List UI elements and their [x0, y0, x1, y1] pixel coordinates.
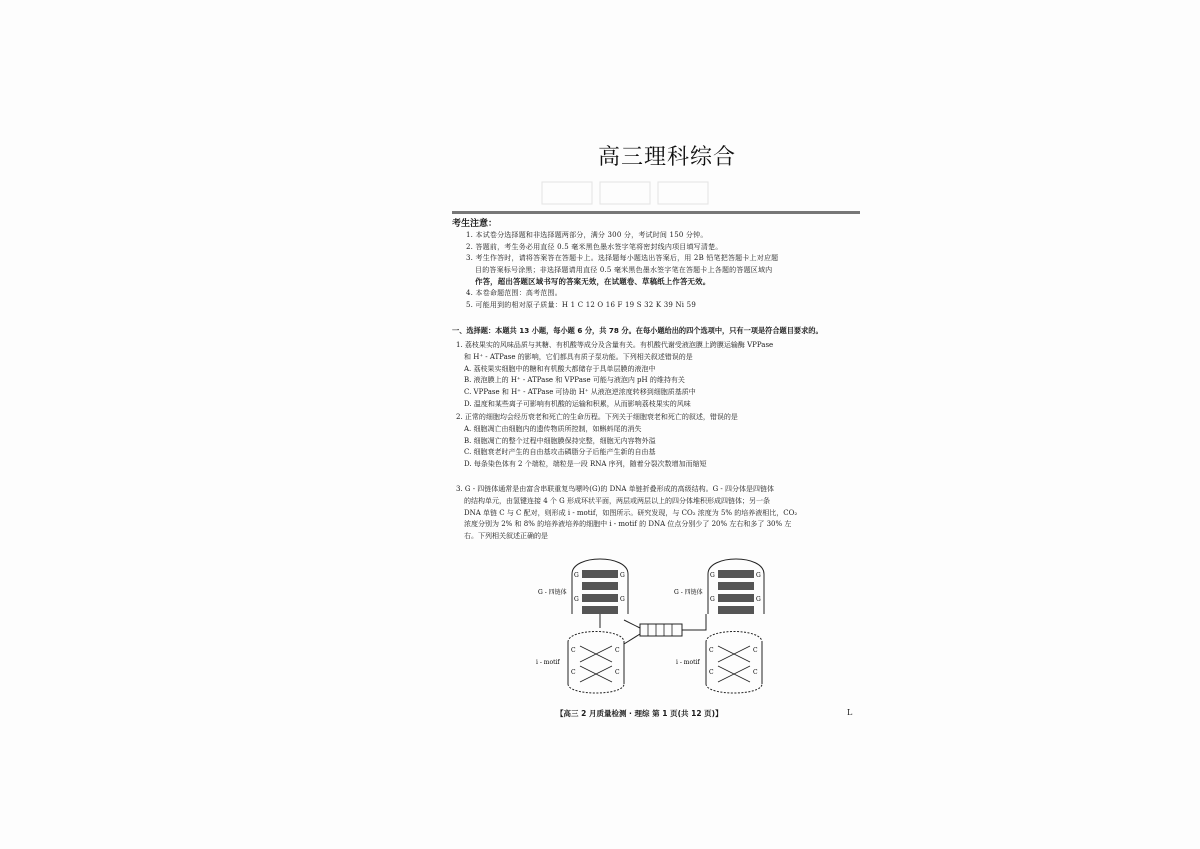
header-rule	[452, 211, 860, 214]
notice-line: 1. 本试卷分选择题和非选择题两部分，满分 300 分，考试时间 150 分钟。	[466, 231, 708, 239]
c-letter: C	[709, 647, 714, 654]
notice-title: 考生注意：	[452, 219, 498, 229]
c-letter: C	[753, 647, 758, 654]
corner-mark: L	[847, 708, 853, 717]
option-b: B. 液泡膜上的 H⁺ - ATPase 和 VPPase 可能与液泡内 pH 的维持有关	[464, 376, 685, 385]
notice-line: 4. 本卷命题范围：高考范围。	[466, 288, 562, 297]
g-letter: G	[574, 596, 579, 603]
duplex-ladder	[624, 614, 706, 644]
g-letter: G	[756, 572, 761, 579]
c-letter: C	[571, 647, 576, 654]
option-d: D. 每条染色体有 2 个端粒，端粒是一段 RNA 序列，随着分裂次数增加而缩短	[464, 460, 707, 469]
g-letter: G	[620, 596, 625, 603]
question-stem: 和 H⁺ - ATPase 的影响，它们都具有质子泵功能。下列相关叙述错误的是	[464, 352, 693, 361]
imotif-label-right: i - motif	[676, 659, 700, 666]
section-heading: 一、选择题：本题共 13 小题，每小题 6 分，共 78 分。在每小题给出的四个选项中，只有一项是符合题目要求的。	[452, 326, 823, 335]
page-footer: 【高三 2 月质量检测 · 理综 第 1 页(共 12 页)】	[556, 709, 723, 718]
question-stem: 的结构单元，由氢键连接 4 个 G 形成环状平面，两层或两层以上的四分体堆积形成四链体；另一条	[464, 496, 770, 505]
g-letter: G	[710, 572, 715, 579]
notice-line: 3. 考生作答时，请将答案答在答题卡上。选择题每小题选出答案后，用 2B 铅笔把答题卡上对应题	[466, 254, 779, 263]
imotif-structure-right	[676, 632, 762, 694]
c-letter: C	[709, 669, 714, 676]
g-letter: G	[710, 596, 715, 603]
option-a: A. 荔枝果实细胞中的糖和有机酸大都储存于具单层膜的液泡中	[464, 364, 656, 373]
g-letter: G	[620, 572, 625, 579]
c-letter: C	[753, 669, 758, 676]
faded-watermark	[540, 178, 710, 208]
notice-line: 2. 答题前，考生务必用直径 0.5 毫米黑色墨水签字笔将密封线内项目填写清楚。	[466, 242, 723, 251]
question-stem: 3. G - 四链体通常是由富含串联重复鸟嘌呤(G)的 DNA 单链折叠形成的高级结构。G - 四分体是四链体	[456, 485, 775, 493]
imotif-structure-left	[536, 632, 624, 694]
notice-line: 目的答案标号涂黑；非选择题请用直径 0.5 毫米黑色墨水签字笔在答题卡上各题的答题区域内	[475, 265, 773, 274]
question-stem: DNA 单链 C 与 C 配对，则形成 i - motif，如图所示。研究发现，与 CO₂ 浓度为 5% 的培养液相比，CO₂	[464, 508, 798, 517]
g-letter: G	[756, 596, 761, 603]
c-letter: C	[615, 647, 620, 654]
question-1	[456, 340, 864, 411]
imotif-label-left: i - motif	[536, 659, 560, 666]
option-a: A. 细胞凋亡由细胞内的遗传物质所控制，如蝌蚪尾的消失	[464, 424, 642, 433]
option-b: B. 细胞凋亡的整个过程中细胞膜保持完整，细胞无内容物外溢	[464, 436, 656, 445]
g4-structure-left	[538, 559, 628, 628]
notice-list	[466, 230, 862, 311]
g-letter: G	[574, 572, 579, 579]
g4-structure-right	[674, 559, 764, 614]
question-stem: 右。下列相关叙述正确的是	[464, 532, 548, 541]
c-letter: C	[571, 669, 576, 676]
c-letter: C	[615, 669, 620, 676]
exam-title: 高三理科综合	[598, 145, 737, 170]
question-stem: 1. 荔枝果实的风味品质与其糖、有机酸等成分及含量有关。有机酸代谢受液泡膜上跨膜运输酶 VPPase	[456, 341, 774, 349]
question-2	[456, 412, 864, 471]
question-stem: 浓度分别为 2% 和 8% 的培养液培养的细胞中 i - motif 的 DNA 位点分别少了 20% 左右和多了 30% 左	[464, 520, 792, 529]
question-stem: 2. 正常的细胞均会经历衰老和死亡的生命历程。下列关于细胞衰老和死亡的叙述，错误的是	[456, 413, 738, 421]
g-quadruplex-diagram	[530, 550, 780, 700]
g4-label-left: G - 四链体	[538, 589, 567, 596]
question-3	[456, 484, 864, 543]
notice-line: 5. 可能用到的相对原子质量：H 1 C 12 O 16 F 19 S 32 K 39 Ni 59	[466, 300, 696, 309]
option-c: C. 细胞衰老时产生的自由基攻击磷脂分子后能产生新的自由基	[464, 448, 656, 457]
option-c: C. VPPase 和 H⁺ - ATPase 可协助 H⁺ 从液泡逆浓度转移到细胞质基质中	[464, 388, 696, 397]
option-d: D. 温度和某些离子可影响有机酸的运输和积累，从而影响荔枝果实的风味	[464, 399, 691, 408]
notice-line: 作答，超出答题区域书写的答案无效，在试题卷、草稿纸上作答无效。	[475, 277, 711, 287]
g4-label-right: G - 四链体	[674, 589, 703, 596]
